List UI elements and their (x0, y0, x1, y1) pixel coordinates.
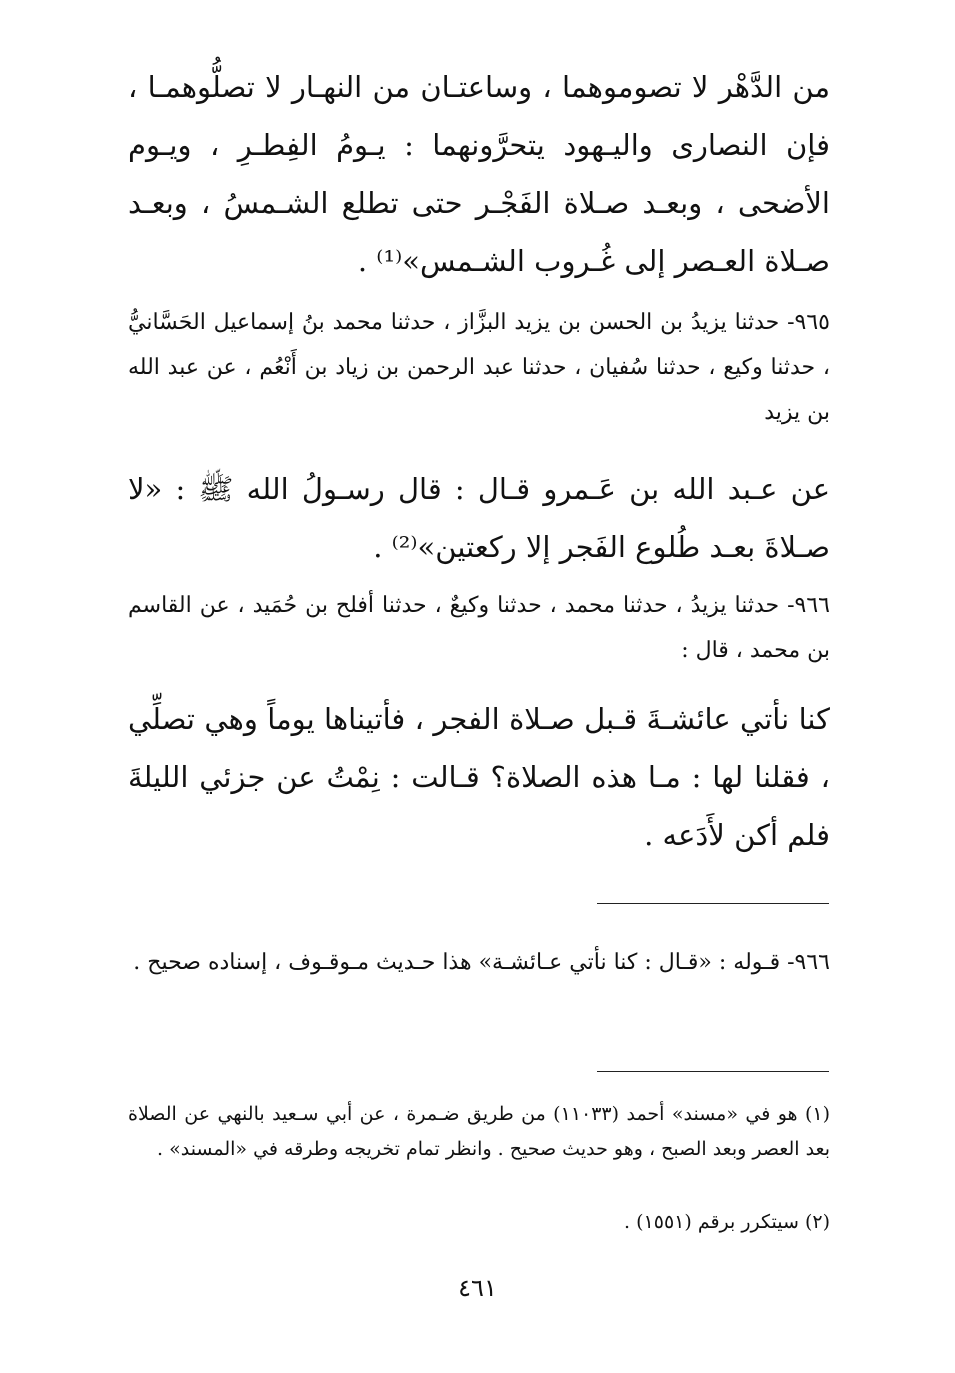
isnad-966: ٩٦٦- حدثنا يزيدُ ، حدثنا محمد ، حدثنا وكيعٌ ، حدثنا أفلح بن حُمَيد ، عن القاسم بن محمد ، قال : (128, 593, 830, 663)
footnote-2: (٢) سيتكرر برقم (١٥٥١) . (624, 1211, 830, 1233)
commentary-966: ٩٦٦- قـوله : «قـال : كنا نأتي عـائشـة» هذا حـديث مـوقـوف ، إسناده صحيح . (133, 950, 830, 975)
hadith-text-continuation: من الدَّهْر لا تصوموهما ، وساعتـان من النهـار لا تصلُّوهمـا ، فإن النصارى واليـهود يتحرَّونهما : يـومُ الفِطـرِ ، ويـوم الأضحى ، وبعـد صـلاة الفَجْـر حتى تطلع الشـمسُ ، وبعـد صـلاة العـصر إلى غُـروب الشـمس»⁽¹⁾ . (128, 70, 830, 278)
page-number: ٤٦١ (458, 1274, 497, 1302)
footnote-separator (597, 1071, 829, 1072)
isnad-965: ٩٦٥- حدثنا يزيدُ بن الحسن بن يزيد البزَّاز ، حدثنا محمد بنُ إسماعيل الحَسَّانيُّ ، حدثنا وكيع ، حدثنا سُفيان ، حدثنا عبد الرحمن بن زياد بن أَنْعُم ، عن عبد الله بن يزيد (128, 310, 830, 425)
hadith-text-965: عن عـبد الله بن عَـمرو قـال : قال رسـولُ الله ﷺ : «لا صـلاةَ بعـد طُلوع الفَجر إلا ركعتين»⁽²⁾ . (128, 472, 830, 564)
commentary-separator (597, 903, 829, 904)
hadith-text-966: كنا نأتي عائشـةَ قـبل صـلاة الفجر ، فأتيناها يوماً وهي تصلِّي ، فقلنا لها : مـا هذه الصلاة؟ قـالت : نِمْتُ عن جزئي الليلةَ فلم أكن لأَدَعه . (128, 702, 830, 852)
footnote-1: (١) هو في «مسند» أحمد (١١٠٣٣) من طريق ضـمرة ، عن أبي سـعيد بالنهي عن الصلاة بعد العصر وبعد الصبح ، وهو حديث صحيح . وانظر تمام تخريجه وطرقه في «المسند» . (128, 1103, 831, 1160)
